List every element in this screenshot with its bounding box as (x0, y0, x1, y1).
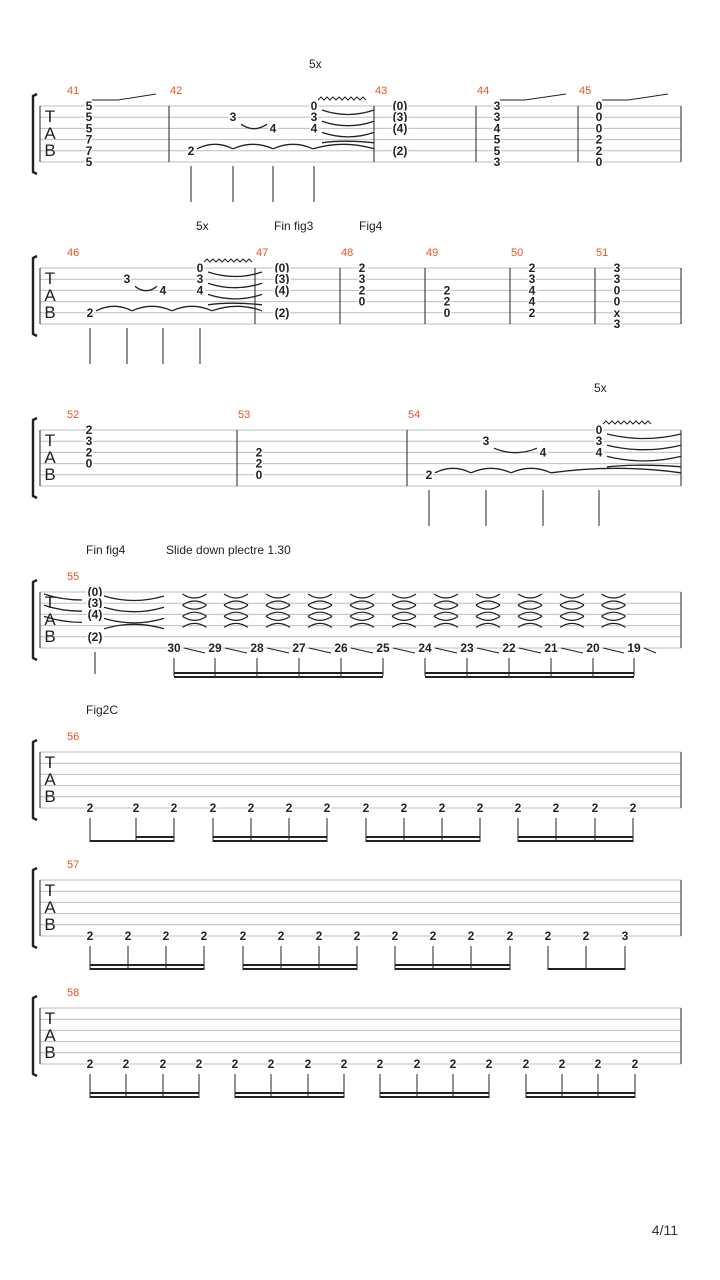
let-ring-arc (471, 468, 511, 473)
fret-number: 0 (255, 467, 263, 482)
let-ring-arc (350, 605, 374, 609)
beam (174, 676, 383, 678)
let-ring-arc (518, 616, 542, 620)
tab-clef-t: T (44, 107, 56, 126)
measure-number: 46 (67, 247, 80, 259)
let-ring-arc (511, 468, 551, 473)
fret-number: 2 (595, 132, 603, 147)
slide-line (603, 648, 624, 653)
let-ring-arc (172, 306, 212, 311)
fret-number: 3 (595, 434, 603, 449)
fret-number: 5 (85, 121, 93, 136)
fret-number: 0 (85, 456, 93, 471)
beam (425, 672, 634, 674)
tab-clef-t: T (44, 753, 56, 772)
fret-number: 3 (528, 272, 536, 287)
fret-number: 0 (613, 294, 621, 309)
fret-number: 2 (358, 261, 366, 275)
tab-clef-a: A (44, 124, 56, 143)
section-label: Fin fig3 (274, 219, 314, 233)
fret-number: 3 (229, 110, 237, 125)
fret-number: 0 (595, 121, 603, 136)
fret-number: 0 (196, 261, 204, 275)
fret-number: 2 (449, 1057, 457, 1071)
beam (366, 836, 480, 838)
fret-number: 2 (506, 929, 514, 943)
section-label: Fin fig4 (86, 543, 126, 557)
fret-number: 2 (247, 801, 255, 815)
fret-number: 2 (413, 1057, 421, 1071)
beam (395, 964, 510, 966)
fret-number: 2 (522, 1057, 530, 1071)
fret-number: 2 (195, 1057, 203, 1071)
slide-line (267, 648, 289, 653)
let-ring-arc (266, 605, 290, 609)
tab-clef-a: A (44, 448, 56, 467)
fret-number: 0 (595, 155, 603, 169)
fret-number: 2 (86, 801, 94, 815)
let-ring-arc (322, 141, 374, 143)
beam (235, 1092, 344, 1094)
let-ring-arc (560, 616, 584, 620)
let-ring-arc (197, 144, 233, 149)
beam (518, 840, 633, 842)
fret-number: 2 (631, 1057, 639, 1071)
let-ring-arc (560, 594, 584, 598)
slide-fret-number: 23 (460, 641, 474, 655)
fret-number: 4 (493, 121, 501, 136)
fret-number: 2 (467, 929, 475, 943)
fret-number: 7 (85, 143, 93, 158)
measure-number: 44 (477, 85, 490, 97)
slide-line (561, 648, 583, 653)
fret-number: 0 (310, 99, 318, 113)
slide-line (602, 94, 668, 100)
beam (243, 968, 357, 970)
slide-fret-number: 21 (544, 641, 558, 655)
slide-line (309, 648, 331, 653)
fret-number: 2 (594, 1057, 602, 1071)
fret-number: 2 (86, 929, 94, 943)
let-ring-arc (208, 294, 262, 299)
system-bracket (33, 996, 37, 1076)
fret-number: 5 (85, 110, 93, 125)
slide-fret-number: 28 (250, 641, 264, 655)
tab-clef-t: T (44, 1009, 56, 1028)
let-ring-arc (350, 616, 374, 620)
let-ring-arc (607, 445, 681, 450)
let-ring-arc (266, 594, 290, 598)
slide-line (225, 648, 247, 653)
fret-number: (3) (392, 110, 408, 125)
let-ring-arc (434, 616, 458, 620)
fret-number: 2 (86, 305, 94, 320)
let-ring-arc (322, 110, 374, 115)
let-ring-arc (183, 594, 207, 598)
let-ring-arc (104, 607, 164, 612)
fret-number: 3 (85, 434, 93, 449)
beam (395, 968, 510, 970)
fret-number: 0 (358, 294, 366, 309)
measure-number: 49 (426, 247, 439, 259)
let-ring-arc (224, 616, 248, 620)
tab-clef-t: T (44, 881, 56, 900)
fret-number: 2 (528, 305, 536, 320)
fret-number: 2 (591, 801, 599, 815)
fret-number: 2 (277, 929, 285, 943)
tab-clef-b: B (44, 915, 56, 934)
fret-number: 2 (132, 801, 140, 815)
fret-number: 2 (425, 467, 433, 482)
slide-fret-number: 19 (627, 641, 641, 655)
let-ring-arc (273, 144, 313, 149)
tab-clef-a: A (44, 1026, 56, 1045)
fret-number: 2 (315, 929, 323, 943)
fret-number: 3 (493, 110, 501, 125)
section-label: 5x (309, 57, 322, 71)
measure-number: 58 (67, 987, 80, 999)
slide-fret-number: 30 (167, 641, 181, 655)
let-ring-arc (208, 303, 262, 305)
section-label: Fig4 (359, 219, 383, 233)
fret-number: 2 (429, 929, 437, 943)
fret-number: 2 (323, 801, 331, 815)
measure-number: 53 (238, 409, 251, 421)
let-ring-arc (104, 624, 164, 629)
beam (90, 964, 204, 966)
fret-number: 5 (493, 143, 501, 158)
section-label: Fig2C (86, 703, 119, 717)
fret-number: 2 (200, 929, 208, 943)
slide-line (393, 648, 415, 653)
let-ring-arc (560, 605, 584, 609)
slide-line (351, 648, 373, 653)
measure-number: 45 (579, 85, 592, 97)
fret-number: (3) (87, 596, 103, 611)
fret-number: (0) (274, 261, 290, 275)
measure-number: 54 (408, 409, 421, 421)
fret-number: 3 (358, 272, 366, 287)
let-ring-arc (224, 594, 248, 598)
let-ring-arc (551, 468, 681, 473)
tab-clef-a: A (44, 770, 56, 789)
vibrato-mark (204, 259, 252, 262)
fret-number: 5 (85, 99, 93, 113)
fret-number: 2 (285, 801, 293, 815)
let-ring-arc (104, 596, 164, 601)
fret-number: 2 (255, 445, 263, 460)
tab-clef-a: A (44, 898, 56, 917)
let-ring-arc (518, 605, 542, 609)
let-ring-arc (308, 605, 332, 609)
fret-number: 4 (528, 294, 536, 309)
fret-number: 2 (86, 1057, 94, 1071)
beam (243, 964, 357, 966)
fret-number: 3 (482, 434, 490, 449)
fret-number: 2 (187, 143, 195, 158)
fret-number: (3) (274, 272, 290, 287)
fret-number: (4) (87, 607, 103, 622)
measure-number: 41 (67, 85, 80, 97)
fret-number: 2 (162, 929, 170, 943)
tab-clef-b: B (44, 141, 56, 160)
measure-number: 56 (67, 731, 80, 743)
page-number: 4/11 (651, 1222, 678, 1238)
slide-line (477, 648, 499, 653)
fret-number: 4 (196, 283, 204, 298)
slide-line (500, 94, 566, 100)
let-ring-arc (602, 594, 626, 598)
let-ring-arc (392, 605, 416, 609)
fret-number: 4 (595, 445, 603, 460)
vibrato-mark (318, 97, 366, 100)
measure-number: 43 (375, 85, 388, 97)
fret-number: 0 (595, 99, 603, 113)
beam (90, 1096, 199, 1098)
measure-number: 52 (67, 409, 80, 421)
section-label: 5x (594, 381, 607, 395)
fret-number: 2 (391, 929, 399, 943)
slide-line (435, 648, 457, 653)
let-ring-arc (350, 594, 374, 598)
fret-number: 2 (358, 283, 366, 298)
let-ring-arc (476, 605, 500, 609)
tab-clef-t: T (44, 593, 56, 612)
fret-number: 2 (629, 801, 637, 815)
beam (518, 836, 633, 838)
fret-number: 2 (353, 929, 361, 943)
beam (90, 968, 204, 970)
fret-number: 2 (85, 423, 93, 437)
fret-number: 5 (85, 155, 93, 169)
let-ring-arc (308, 616, 332, 620)
let-ring-arc (104, 618, 164, 623)
fret-number: 3 (493, 155, 501, 169)
let-ring-arc (132, 306, 172, 311)
fret-number: 4 (528, 283, 536, 298)
measure-number: 42 (170, 85, 183, 97)
tab-clef-t: T (44, 269, 56, 288)
fret-number: 2 (255, 456, 263, 471)
fret-number: 2 (544, 929, 552, 943)
tab-clef-b: B (44, 627, 56, 646)
fret-number: 2 (485, 1057, 493, 1071)
let-ring-arc (308, 594, 332, 598)
fret-number: (0) (87, 585, 103, 599)
fret-number: 0 (595, 110, 603, 125)
fret-number: 2 (124, 929, 132, 943)
slide-fret-number: 27 (292, 641, 306, 655)
slide-fret-number: 29 (208, 641, 222, 655)
slide-line (92, 94, 156, 100)
fret-number: 2 (231, 1057, 239, 1071)
measure-number: 50 (511, 247, 524, 259)
fret-number: 2 (595, 143, 603, 158)
fret-number: 3 (621, 929, 629, 943)
beam (174, 672, 383, 674)
let-ring-arc (607, 434, 681, 439)
fret-number: 2 (443, 294, 451, 309)
fret-number: 3 (613, 317, 621, 331)
fret-number: (4) (274, 283, 290, 298)
fret-number: 2 (476, 801, 484, 815)
slide-line (184, 648, 205, 653)
let-ring-arc (208, 283, 262, 288)
beam (136, 836, 174, 838)
fret-number: 2 (528, 261, 536, 275)
let-ring-arc (392, 616, 416, 620)
fret-number: 3 (613, 261, 621, 275)
let-ring-arc (96, 306, 132, 311)
slide-line (644, 648, 656, 653)
fret-number: 2 (209, 801, 217, 815)
fret-number: 2 (239, 929, 247, 943)
fret-number: 2 (376, 1057, 384, 1071)
fret-number: x (613, 305, 621, 320)
let-ring-arc (233, 144, 273, 149)
beam (425, 676, 634, 678)
slide-fret-number: 25 (376, 641, 390, 655)
fret-number: 3 (196, 272, 204, 287)
let-ring-arc (224, 605, 248, 609)
fret-number: (2) (274, 305, 290, 320)
slide-fret-number: 24 (418, 641, 432, 655)
fret-number: 2 (85, 445, 93, 460)
vibrato-mark (603, 421, 651, 424)
beam (526, 1096, 635, 1098)
fret-number: 2 (558, 1057, 566, 1071)
let-ring-arc (518, 594, 542, 598)
measure-number: 47 (256, 247, 269, 259)
tab-clef-b: B (44, 465, 56, 484)
fret-number: 0 (595, 423, 603, 437)
tab-clef-b: B (44, 303, 56, 322)
fret-number: 3 (493, 99, 501, 113)
measure-number: 51 (596, 247, 609, 259)
fret-number: 2 (443, 283, 451, 298)
let-ring-arc (322, 132, 374, 137)
fret-number: 3 (310, 110, 318, 125)
beam (213, 840, 327, 842)
fret-number: 2 (170, 801, 178, 815)
system-bracket (33, 868, 37, 948)
fret-number: 2 (304, 1057, 312, 1071)
let-ring-arc (476, 594, 500, 598)
let-ring-arc (434, 605, 458, 609)
measure-number: 48 (341, 247, 354, 259)
beam (380, 1092, 489, 1094)
let-ring-arc (435, 468, 471, 473)
fret-number: 4 (159, 283, 167, 298)
fret-number: 2 (122, 1057, 130, 1071)
fret-number: 3 (613, 272, 621, 287)
fret-number: 2 (267, 1057, 275, 1071)
fret-number: (0) (392, 99, 408, 113)
let-ring-arc (208, 272, 262, 277)
section-label: Slide down plectre 1.30 (166, 543, 291, 557)
fret-number: 2 (340, 1057, 348, 1071)
beam (366, 840, 480, 842)
tab-clef-b: B (44, 1043, 56, 1062)
fret-number: 2 (514, 801, 522, 815)
fret-number: (2) (392, 143, 408, 158)
let-ring-arc (266, 616, 290, 620)
fret-number: 4 (539, 445, 547, 460)
beam (380, 1096, 489, 1098)
tab-clef-b: B (44, 787, 56, 806)
system-bracket (33, 256, 37, 336)
let-ring-arc (476, 616, 500, 620)
let-ring-arc (183, 616, 207, 620)
fret-number: (4) (392, 121, 408, 136)
fret-number: 4 (310, 121, 318, 136)
slide-fret-number: 26 (334, 641, 348, 655)
section-label: 5x (196, 219, 209, 233)
system-bracket (33, 94, 37, 174)
fret-number: 4 (269, 121, 277, 136)
fret-number: 2 (582, 929, 590, 943)
beam (235, 1096, 344, 1098)
slide-line (519, 648, 541, 653)
tab-clef-t: T (44, 431, 56, 450)
fret-number: 0 (613, 283, 621, 298)
beam (90, 1092, 199, 1094)
fret-number: (2) (87, 629, 103, 644)
slide-fret-number: 20 (586, 641, 600, 655)
system-bracket (33, 740, 37, 820)
beam (548, 968, 625, 970)
let-ring-arc (392, 594, 416, 598)
tab-clef-a: A (44, 610, 56, 629)
let-ring-arc (313, 144, 374, 149)
let-ring-arc (602, 616, 626, 620)
measure-number: 57 (67, 859, 80, 871)
system-bracket (33, 580, 37, 660)
beam (526, 1092, 635, 1094)
let-ring-arc (602, 605, 626, 609)
let-ring-arc (434, 594, 458, 598)
let-ring-arc (607, 456, 681, 461)
fret-number: 7 (85, 132, 93, 147)
let-ring-arc (183, 605, 207, 609)
fret-number: 2 (159, 1057, 167, 1071)
fret-number: 2 (438, 801, 446, 815)
fret-number: 2 (362, 801, 370, 815)
measure-number: 55 (67, 571, 80, 583)
let-ring-arc (607, 465, 681, 467)
fret-number: 3 (123, 272, 131, 287)
beam (90, 840, 174, 842)
tab-clef-a: A (44, 286, 56, 305)
fret-number: 2 (552, 801, 560, 815)
system-bracket (33, 418, 37, 498)
fret-number: 5 (493, 132, 501, 147)
fret-number: 0 (443, 305, 451, 320)
fret-number: 2 (400, 801, 408, 815)
let-ring-arc (322, 121, 374, 126)
beam (213, 836, 327, 838)
slide-fret-number: 22 (502, 641, 516, 655)
